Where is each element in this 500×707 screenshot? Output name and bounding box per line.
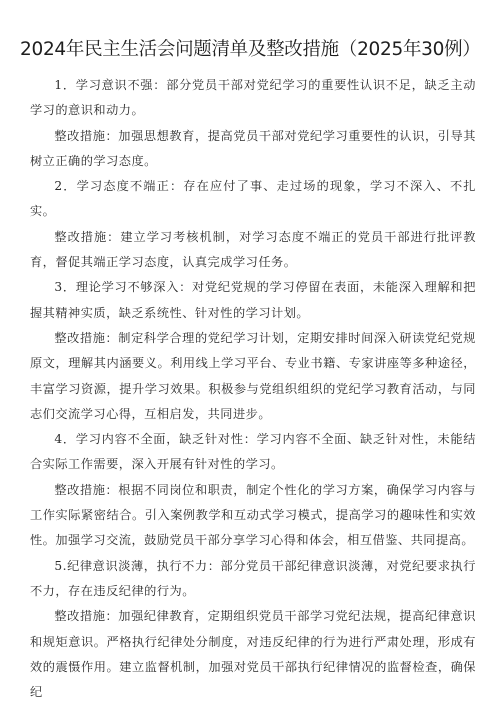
paragraph-issue-1: 1．学习意识不强：部分党员干部对党纪学习的重要性认识不足，缺乏主动学习的意识和动力。 xyxy=(30,78,476,118)
paragraph-issue-3: 3．理论学习不够深入：对党纪党规的学习停留在表面，未能深入理解和把握其精神实质，缺乏系统性、针对性的学习计划。 xyxy=(30,280,476,320)
paragraph-measure-3: 整改措施：制定科学合理的党纪学习计划，定期安排时间深入研读党纪党规原文，理解其内涵要义。利用线上学习平台、专业书籍、专家讲座等多种途径，丰富学习资源，提升学习效果。积极参与党组织组织的党纪学习教育活动，与同志们交流学习心得，互相启发，共同进步。 xyxy=(30,330,476,421)
paragraph-measure-5: 整改措施：加强纪律教育，定期组织党员干部学习党纪法规，提高纪律意识和规矩意识。严格执行纪律处分制度，对违反纪律的行为进行严肃处理，形成有效的震慑作用。建立监督机制，加强对党员干部执行纪律情况的监督检查，确保纪 xyxy=(30,609,476,700)
paragraph-issue-2: 2．学习态度不端正：存在应付了事、走过场的现象，学习不深入、不扎实。 xyxy=(30,179,476,219)
paragraph-measure-1: 整改措施：加强思想教育，提高党员干部对党纪学习重要性的认识，引导其树立正确的学习态度。 xyxy=(30,128,476,168)
paragraph-issue-4: 4．学习内容不全面，缺乏针对性：学习内容不全面、缺乏针对性，未能结合实际工作需要，深入开展有针对性的学习。 xyxy=(30,432,476,472)
paragraph-measure-4: 整改措施：根据不同岗位和职责，制定个性化的学习方案，确保学习内容与工作实际紧密结合。引入案例教学和互动式学习模式，提高学习的趣味性和实效性。加强学习交流，鼓励党员干部分享学习心得和体会，相互借鉴、共同提高。 xyxy=(30,482,476,548)
paragraph-issue-5: 5.纪律意识淡薄，执行不力：部分党员干部纪律意识淡薄，对党纪要求执行不力，存在违反纪律的行为。 xyxy=(30,558,476,598)
paragraph-measure-2: 整改措施：建立学习考核机制，对学习态度不端正的党员干部进行批评教育，督促其端正学习态度，认真完成学习任务。 xyxy=(30,229,476,270)
document-title: 2024年民主生活会问题清单及整改措施（2025年30例） xyxy=(20,39,481,60)
